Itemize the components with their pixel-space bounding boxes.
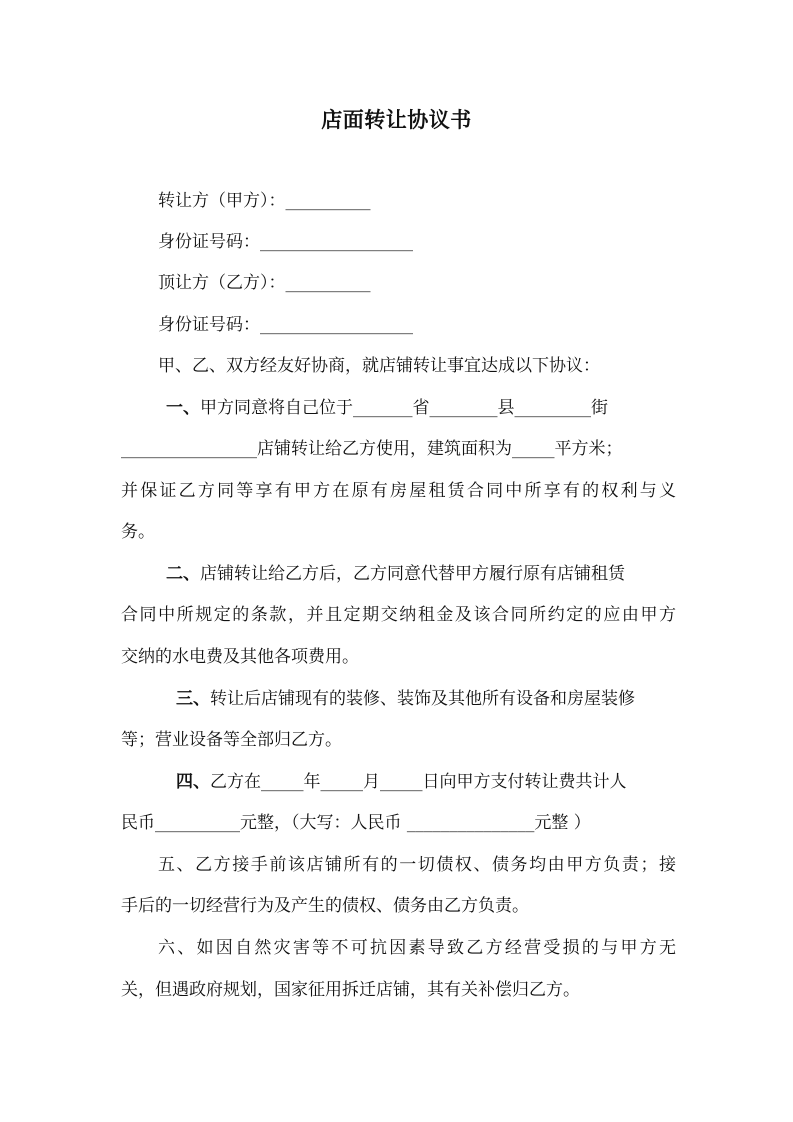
clause-4-text: 乙方在_____年_____月_____日向甲方支付转让费共计人 [210, 772, 627, 792]
transferee-id-field: 身份证号码：__________________ [158, 315, 413, 335]
clause-5-line-1: 五、乙方接手前该店铺所有的一切债权、债务均由甲方负责；接 [158, 855, 676, 875]
clause-2-line-3: 交纳的水电费及其他各项费用。 [121, 647, 359, 667]
clause-2-text: 店铺转让给乙方后，乙方同意代替甲方履行原有店铺租赁 [200, 564, 625, 584]
clause-2-line-2: 合同中所规定的条款，并且定期交纳租金及该合同所约定的应由甲方 [121, 605, 676, 625]
clause-5-line-2: 手后的一切经营行为及产生的债权、债务由乙方负责。 [121, 896, 529, 916]
clause-4-line-2: 民币__________元整，（大写：人民币 _______________元整 ） [121, 813, 591, 833]
clause-6-line-2: 关，但遇政府规划，国家征用拆迁店铺，其有关补偿归乙方。 [121, 980, 580, 1000]
clause-1-line-4: 务。 [121, 522, 155, 542]
clause-6-line-1: 六、如因自然灾害等不可抗因素导致乙方经营受损的与甲方无 [158, 938, 676, 958]
clause-1-text: 甲方同意将自己位于_______省________县_________街 [200, 398, 608, 418]
clause-2-first-line [166, 563, 625, 585]
clause-3-text: 转让后店铺现有的装修、装饰及其他所有设备和房屋装修 [210, 689, 635, 709]
transferee-field: 顶让方（乙方）：__________ [158, 273, 371, 293]
clause-1-line-2: ________________店铺转让给乙方使用，建筑面积为_____平方米； [121, 439, 623, 459]
transferor-id-field: 身份证号码：__________________ [158, 232, 413, 252]
clause-3-line-2: 等；营业设备等全部归乙方。 [121, 730, 342, 750]
clause-1-first-line [166, 397, 608, 419]
clause-4-label: 四、 [176, 772, 210, 792]
clause-2-label: 二、 [166, 564, 200, 584]
transferor-field: 转让方（甲方）：__________ [158, 191, 371, 211]
clause-3-first-line [176, 688, 635, 710]
clause-4-first-line [176, 771, 627, 793]
clause-1-label: 一、 [166, 398, 200, 418]
document-title: 店面转让协议书 [321, 107, 472, 132]
clause-3-label: 三、 [176, 689, 210, 709]
intro-paragraph: 甲、乙、双方经友好协商，就店铺转让事宜达成以下协议： [158, 356, 600, 376]
clause-1-line-3: 并保证乙方同等享有甲方在原有房屋租赁合同中所享有的权利与义 [121, 481, 676, 501]
